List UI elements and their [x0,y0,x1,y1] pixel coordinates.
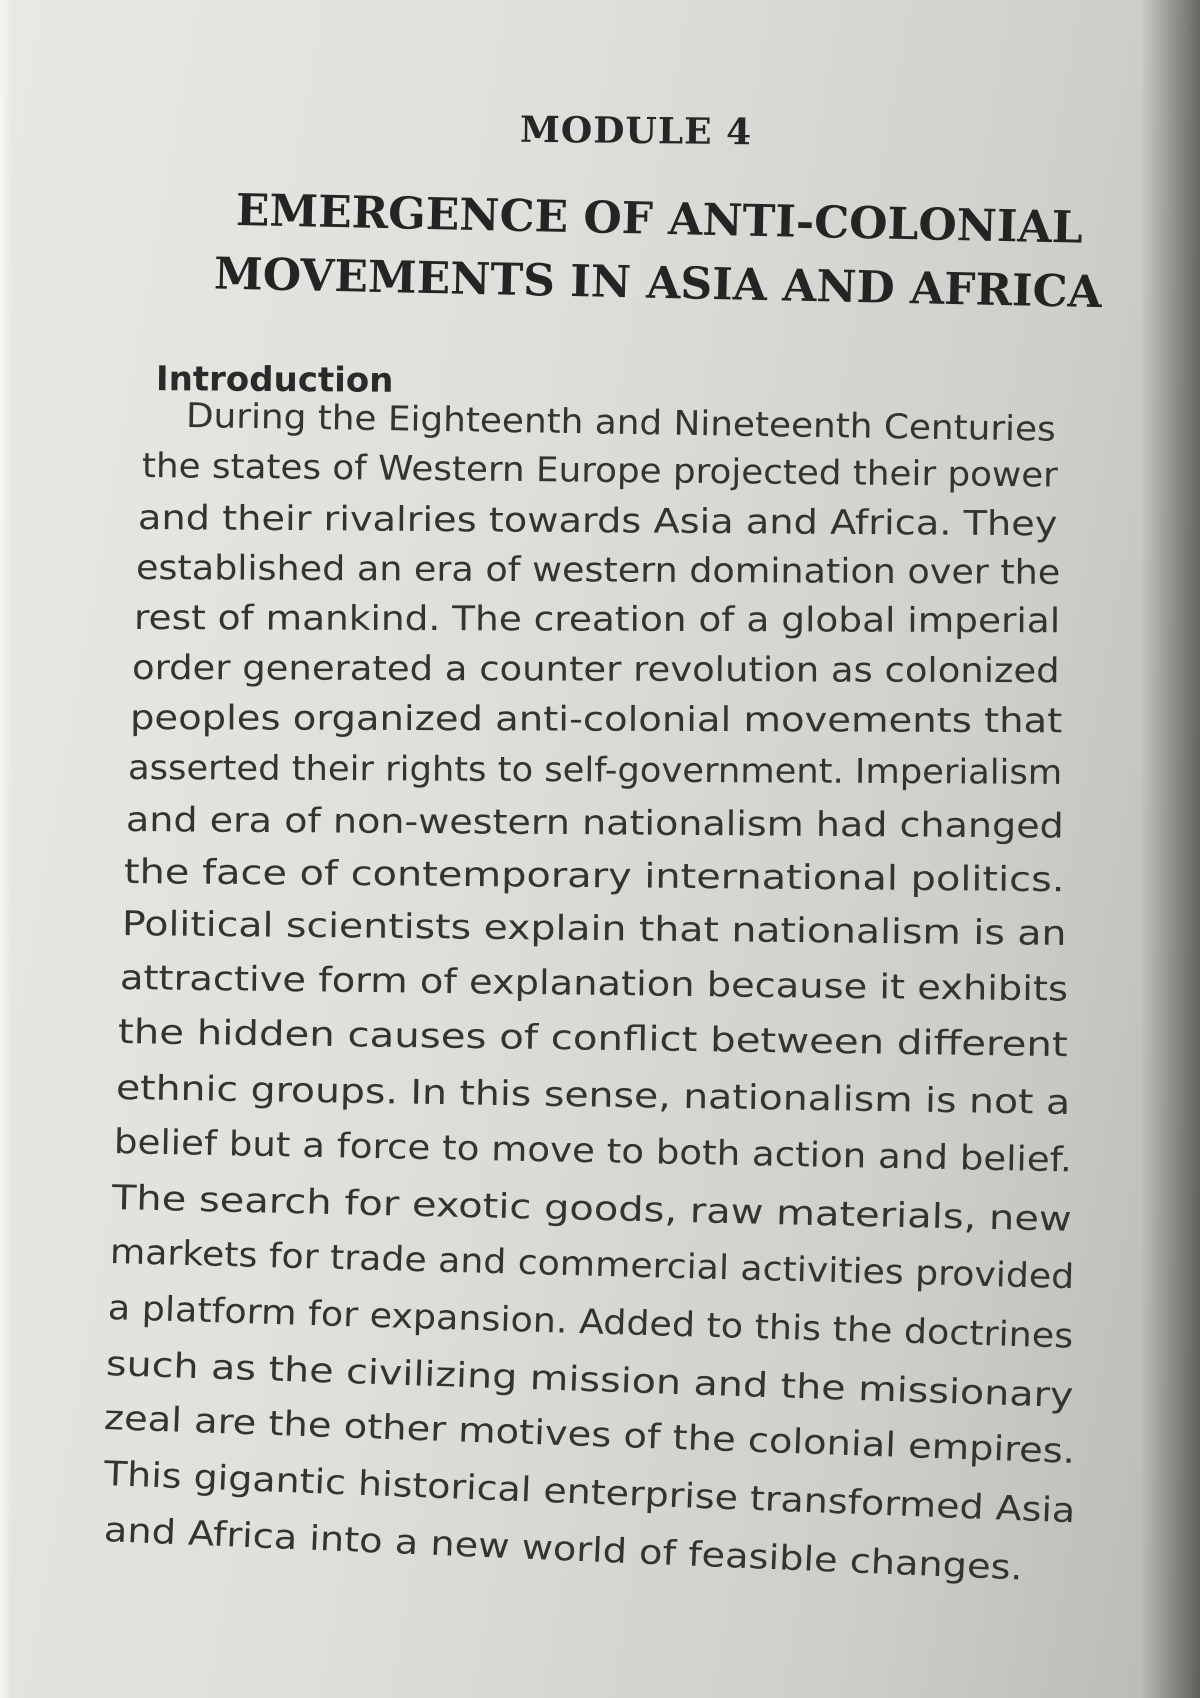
body-line: markets for trade and commercial activities provided [109,1232,1075,1298]
body-line: such as the civilizing mission and the missionary [105,1344,1074,1417]
body-line: the states of Western Europe projected their power [141,446,1059,496]
chapter-title-line-2: MOVEMENTS IN ASIA AND AFRICA [213,248,1103,319]
body-line: the face of contemporary international politics. [123,852,1065,901]
chapter-title-line-1: EMERGENCE OF ANTI-COLONIAL [235,184,1084,254]
body-line: attractive form of explanation because it exhibits [119,958,1069,1010]
body-line: zeal are the other motives of the colonial empires. [103,1398,1076,1472]
body-line: the hidden causes of conflict between different [117,1012,1069,1066]
body-line: established an era of western domination over the [135,548,1061,593]
body-line: belief but a force to move to both action and belief. [113,1122,1073,1181]
body-line: peoples organized anti-colonial movements that [129,698,1063,742]
body-line: ethnic groups. In this sense, nationalism is not a [115,1068,1071,1123]
body-line: and era of non-western nationalism had changed [125,800,1064,847]
section-heading: Introduction [155,359,394,401]
body-line: order generated a counter revolution as colonized [131,648,1060,692]
page-edge-shadow [1140,0,1200,1698]
body-line: During the Eighteenth and Nineteenth Centuries [185,396,1057,450]
module-label: MODULE 4 [519,108,753,154]
body-line: This gigantic historical enterprise transformed Asia [103,1454,1077,1532]
body-line: and Africa into a new world of feasible changes. [103,1510,1024,1589]
body-line: asserted their rights to self-government. Imperialism [127,748,1063,793]
body-line: a platform for expansion. Added to this the doctrines [107,1288,1074,1357]
body-line: Political scientists explain that nationalism is an [121,904,1067,954]
body-line: The search for exotic goods, raw materials, new [111,1178,1073,1240]
body-line: and their rivalries towards Asia and Africa. They [137,498,1058,545]
body-line: rest of mankind. The creation of a global imperial [133,598,1061,642]
